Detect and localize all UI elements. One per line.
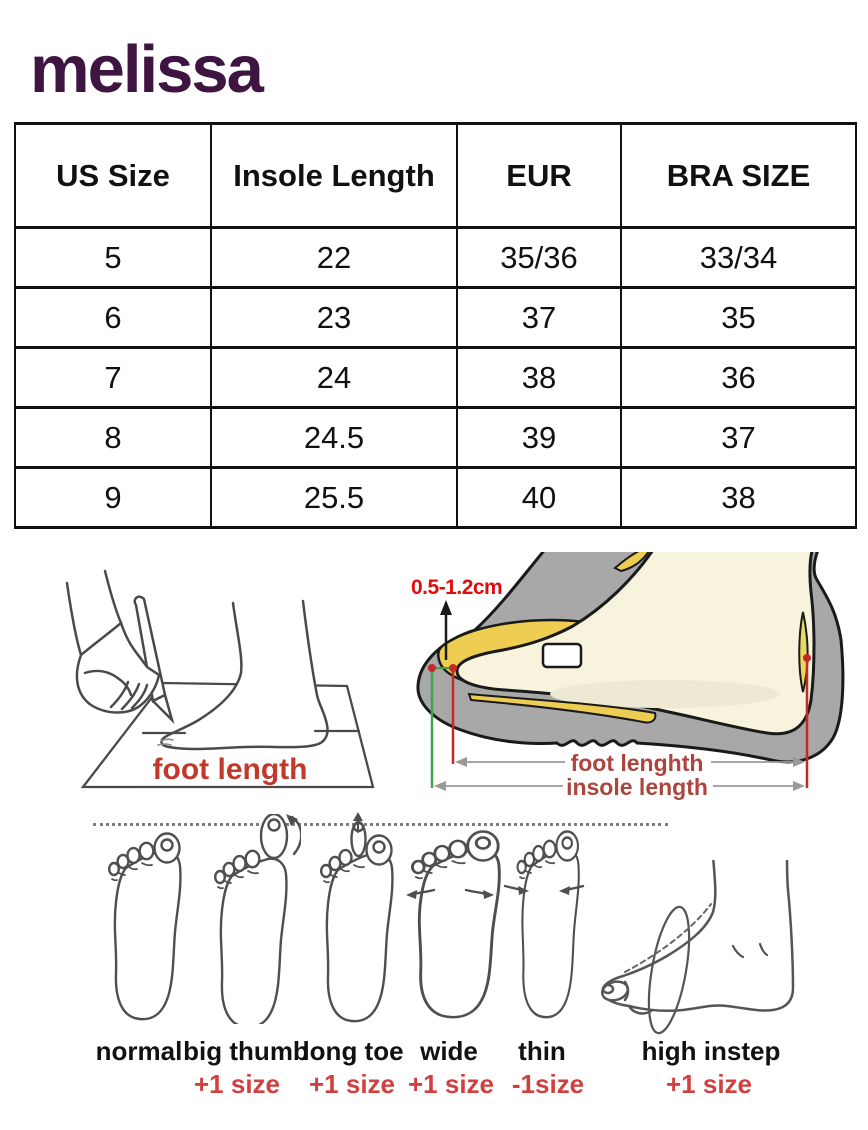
column-header-us-size: US Size [15,124,211,228]
column-header-bra-size: BRA SIZE [621,124,856,228]
foot-type-label: wide [420,1036,478,1066]
table-cell: 25.5 [211,468,457,528]
foot-type-label: thin [518,1036,566,1066]
table-row [15,468,856,528]
foot-tracing-illustration [15,555,405,805]
traced-foot [162,601,328,749]
foot-type-label: big thumb [183,1036,309,1066]
table-row [15,408,856,468]
high-instep-foot-illustration [595,860,800,1040]
brand-logo: melissa [30,32,262,107]
foot-types-section [0,808,868,1130]
toe-gap-label: 0.5-1.2cm [411,576,503,599]
table-cell: 35 [621,288,856,348]
foot-type-label: normal [95,1036,183,1066]
table-cell: 37 [621,408,856,468]
table-cell: 36 [621,348,856,408]
table-cell: 38 [457,348,621,408]
footprint-thin-illustration [500,828,588,1028]
size-adjustment-label: +1 size [193,1069,281,1099]
size-adjustment-label: +1 size [407,1069,495,1099]
column-header-eur: EUR [457,124,621,228]
table-cell: 37 [457,288,621,348]
column-header-insole-length: Insole Length [211,124,457,228]
size-adjustment-label: -1size [511,1069,585,1099]
foot-length-dimension-label: foot lenghth [570,750,704,776]
size-adjustment-label: +1 size [665,1069,753,1099]
table-cell: 7 [15,348,211,408]
table-cell: 35/36 [457,228,621,288]
table-cell: 22 [211,228,457,288]
table-cell: 40 [457,468,621,528]
table-row [15,348,856,408]
table-header-row [15,124,856,228]
foot-length-caption: foot length [152,753,308,786]
footprint-normal-illustration [90,832,190,1022]
insole-length-dimension-label: insole length [566,774,708,800]
side-foot-outline [603,860,793,1011]
table-cell: 38 [621,468,856,528]
size-conversion-table [14,122,857,529]
table-cell: 9 [15,468,211,528]
table-cell: 23 [211,288,457,348]
table-row [15,288,856,348]
table-cell: 6 [15,288,211,348]
foot-type-label: long toe [302,1036,404,1066]
shoe-cross-section-illustration [405,552,868,804]
hand-with-pen [67,571,172,720]
footprint-wide-illustration [394,828,506,1024]
footprint-long-toe-illustration [300,812,404,1024]
footprint-big-thumb-illustration [193,814,301,1024]
table-cell: 5 [15,228,211,288]
table-cell: 8 [15,408,211,468]
table-cell: 33/34 [621,228,856,288]
foot-type-label: high instep [641,1036,781,1066]
table-cell: 24.5 [211,408,457,468]
table-cell: 39 [457,408,621,468]
size-adjustment-label: +1 size [308,1069,396,1099]
table-cell: 24 [211,348,457,408]
table-row [15,228,856,288]
